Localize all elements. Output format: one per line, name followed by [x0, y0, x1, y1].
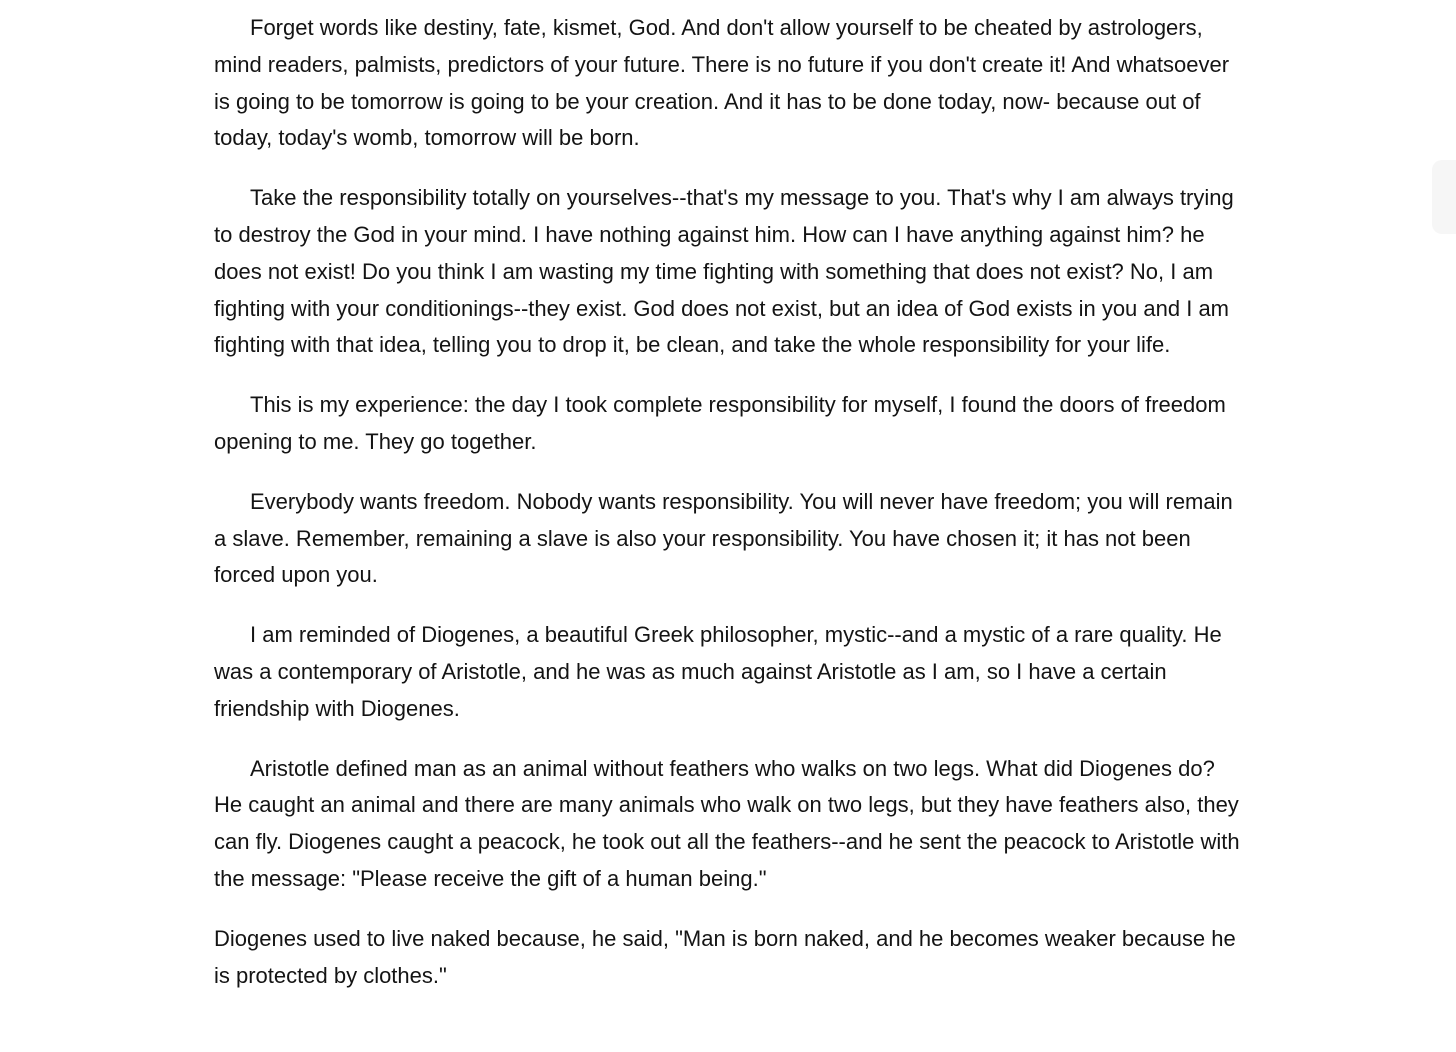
- paragraph-2: Take the responsibility totally on yourselves--that's my message to you. That's why I am always trying to destroy the God in your mind. I have nothing against him. How can I have anything against him? he does not exist! Do you think I am wasting my time fighting with something that does not exist? No, I am fighting with your conditionings--they exist. God does not exist, but an idea of God exists in you and I am fighting with that idea, telling you to drop it, be clean, and take the whole responsibility for your life.: [214, 185, 1234, 358]
- paragraph-5: I am reminded of Diogenes, a beautiful Greek philosopher, mystic--and a mystic of a rare quality. He was a contemporary of Aristotle, and he was as much against Aristotle as I am, so I have a certain friendship with Diogenes.: [214, 622, 1222, 721]
- document-body: [214, 10, 1244, 1017]
- paragraph-6: Aristotle defined man as an animal without feathers who walks on two legs. What did Diogenes do? He caught an animal and there are many animals who walk on two legs, but they have feathers also, they can fly. Diogenes caught a peacock, he took out all the feathers--and he sent the peacock to Aristotle with the message: "Please receive the gift of a human being.": [214, 755, 1240, 891]
- paragraph-3: This is my experience: the day I took complete responsibility for myself, I found the doors of freedom opening to me. They go together.: [214, 392, 1226, 454]
- page-edge-tab: [1432, 160, 1456, 234]
- paragraph-4: Everybody wants freedom. Nobody wants responsibility. You will never have freedom; you will remain a slave. Remember, remaining a slave is also your responsibility. You have chosen it; it has not been forced upon you.: [214, 488, 1233, 588]
- paragraph-1: Forget words like destiny, fate, kismet, God. And don't allow yourself to be cheated by astrologers, mind readers, palmists, predictors of your future. There is no future if you don't create it! And whatsoever is going to be tomorrow is going to be your creation. And it has to be done today, now- because out of today, today's womb, tomorrow will be born.: [214, 15, 1230, 151]
- paragraph-7: Diogenes used to live naked because, he said, "Man is born naked, and he becomes weaker because he is protected by clothes.": [214, 925, 1236, 988]
